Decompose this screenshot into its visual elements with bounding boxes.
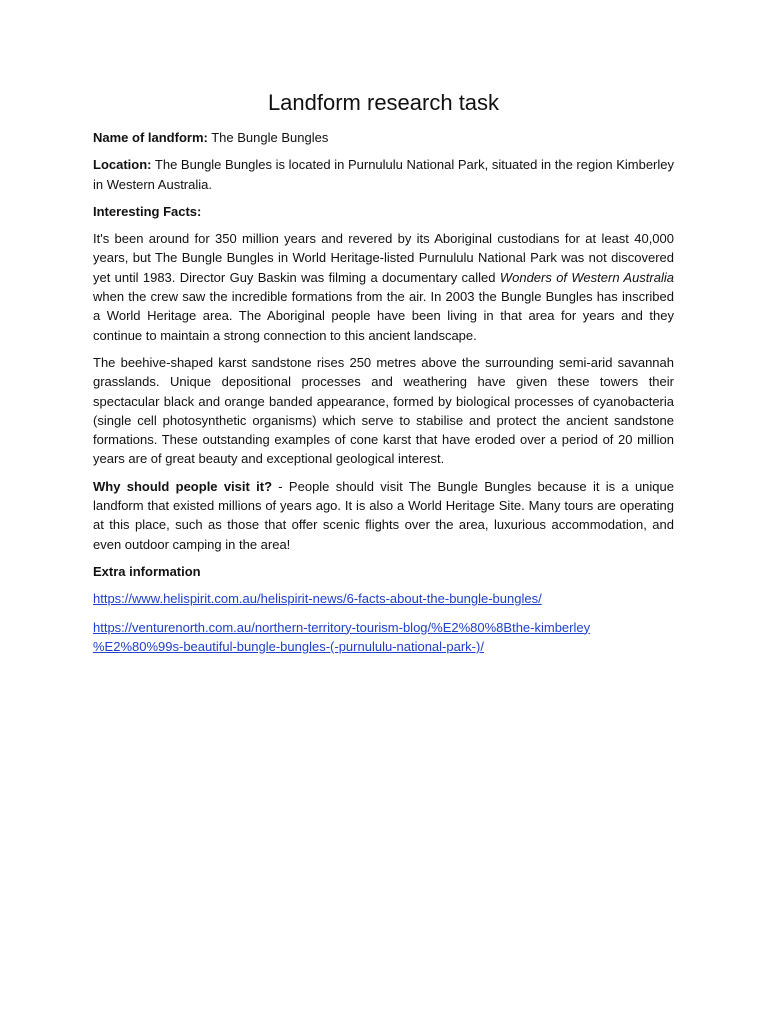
- extra-heading: [93, 562, 674, 581]
- link-helispirit[interactable]: https://www.helispirit.com.au/helispirit-news/6-facts-about-the-bungle-bungles/: [93, 591, 542, 607]
- documentary-title: Wonders of Western Australia: [499, 269, 674, 285]
- landform-name-label: Name of landform:: [93, 130, 208, 145]
- facts-p1-start: It's been around for 350 million years and revered by its Aboriginal custodians for at least 40,000 years, but The Bungle Bungles in World Heritage-listed Purnululu National Park was not discovered yet until 1983. Director Guy Baskin was filming a documentary called: [93, 231, 674, 285]
- link-2-paragraph: [93, 618, 674, 657]
- location-label: Location:: [93, 157, 152, 173]
- facts-heading: [93, 202, 674, 221]
- facts-heading-text: Interesting Facts:: [93, 203, 202, 219]
- visit-paragraph: [93, 477, 674, 554]
- facts-paragraph-1: [93, 229, 674, 345]
- location-paragraph: [93, 155, 674, 194]
- landform-name: [93, 128, 674, 147]
- extra-heading-text: Extra information: [93, 563, 201, 579]
- link-venturenorth-line1: https://venturenorth.com.au/northern-territory-tourism-blog/%E2%80%8Bthe-kimberley: [93, 619, 591, 635]
- link-1-paragraph: [93, 589, 674, 608]
- facts-p1-end: when the crew saw the incredible formations from the air. In 2003 the Bungle Bungles has inscribed a World Heritage area. The Aboriginal people have been living in that area for years and they continue to maintain a strong connection to this ancient landscape.: [93, 289, 674, 343]
- visit-label: Why should people visit it?: [93, 478, 273, 494]
- link-venturenorth[interactable]: [93, 620, 590, 654]
- location-value: The Bungle Bungles is located in Purnululu National Park, situated in the region Kimberley in Western Australia.: [93, 157, 674, 192]
- landform-name-value: The Bungle Bungles: [211, 130, 329, 145]
- visit-value: - People should visit The Bungle Bungles because it is a unique landform that existed millions of years ago. It is also a World Heritage Site. Many tours are operating at this place, such as those that offer scenic flights over the area, luxurious accommodation, and even outdoor camping in the area!: [93, 478, 674, 552]
- page-title: Landform research task: [267, 90, 500, 115]
- link-venturenorth-line2: %E2%80%99s-beautiful-bungle-bungles-(-purnululu-national-park-)/: [93, 638, 484, 654]
- facts-paragraph-2: The beehive-shaped karst sandstone rises 250 metres above the surrounding semi-arid savannah grasslands. Unique depositional processes and weathering have given these towers their spectacular black and orange banded appearance, formed by biological processes of cyanobacteria (single cell photosynthetic organisms) which serve to stabilise and protect the ancient sandstone formations. These outstanding examples of cone karst that have eroded over a period of 20 million years are of great beauty and exceptional geological interest.: [93, 354, 674, 467]
- document-page: [93, 88, 674, 665]
